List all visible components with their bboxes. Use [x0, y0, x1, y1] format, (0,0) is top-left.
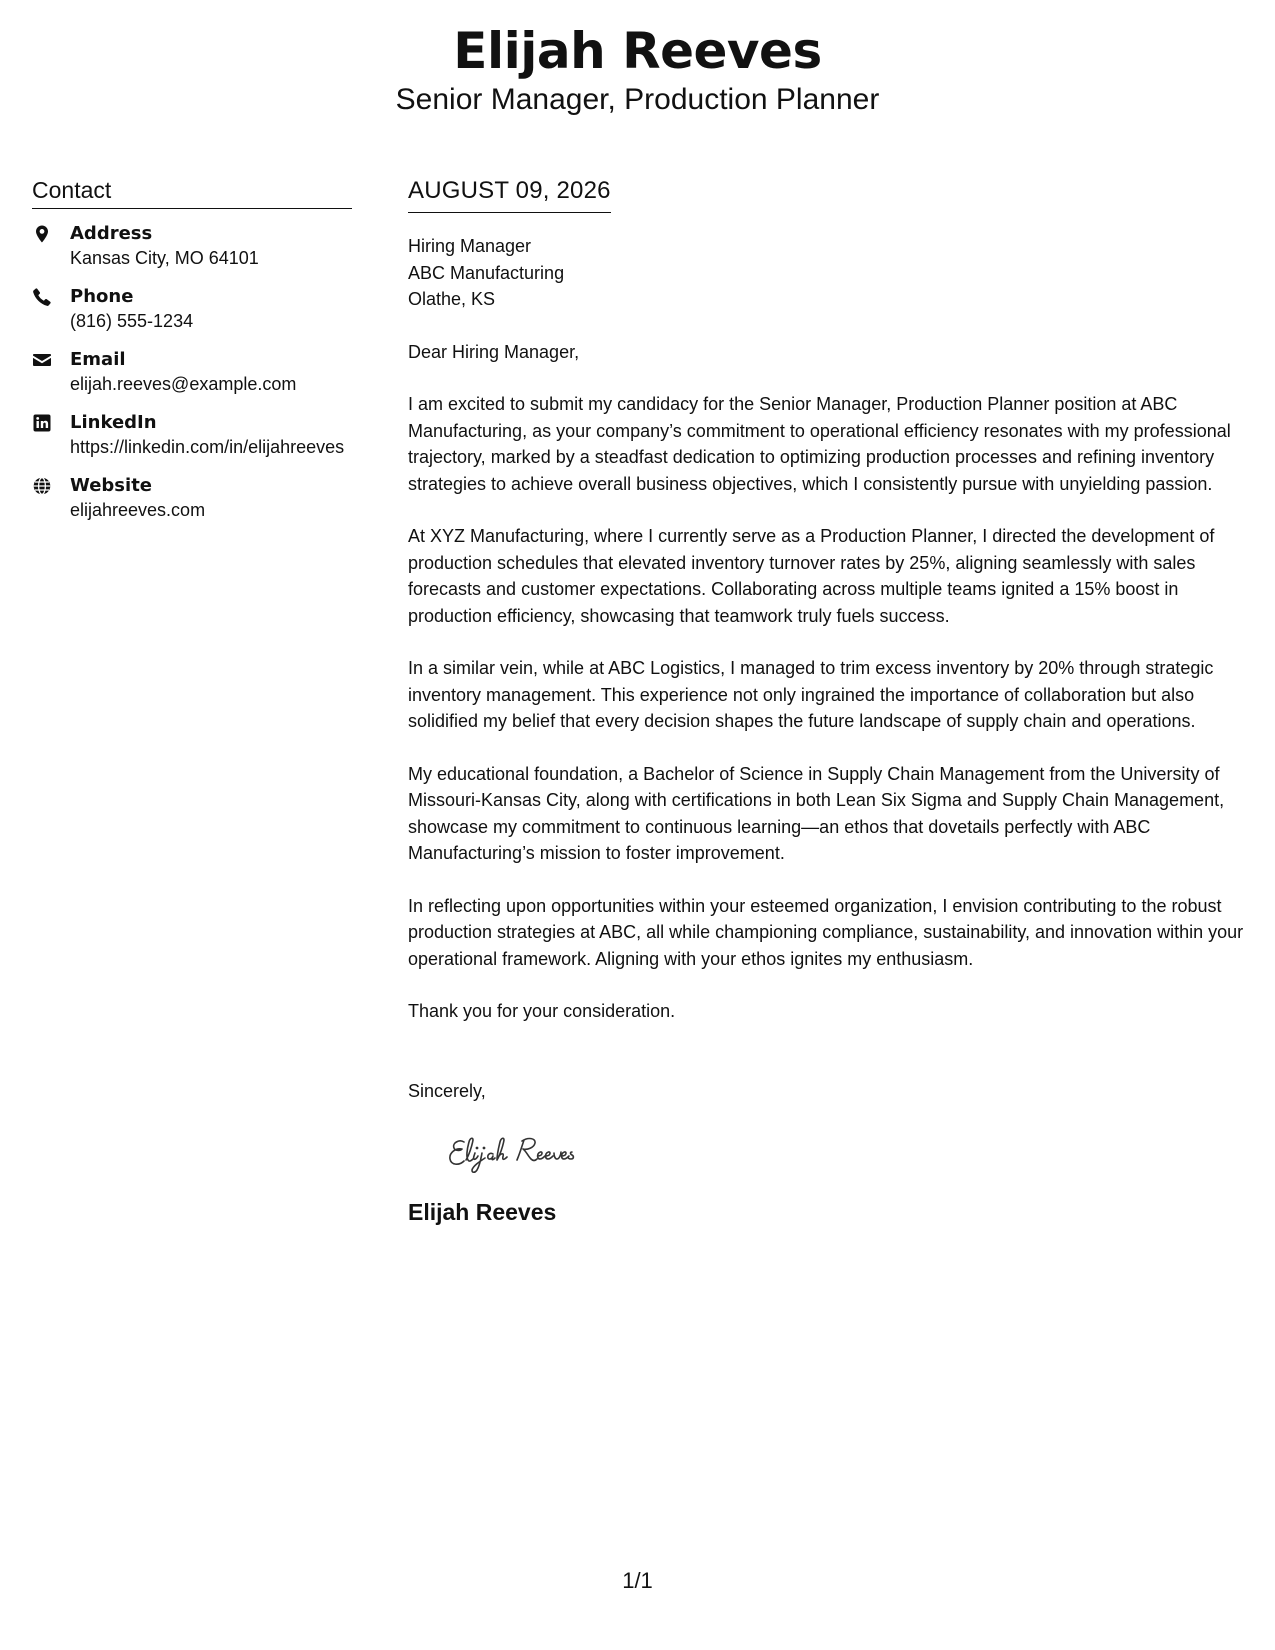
letter-date: AUGUST 09, 2026: [408, 176, 611, 213]
contact-label: Phone: [70, 286, 134, 307]
applicant-title: Senior Manager, Production Planner: [395, 83, 880, 116]
signoff: Sincerely,: [408, 1080, 486, 1101]
signature-image: [442, 1126, 642, 1178]
phone-icon: [32, 287, 52, 307]
signer-name: Elijah Reeves: [408, 1199, 557, 1225]
letter-body: [408, 176, 1253, 1226]
recipient-line: Olathe, KS: [408, 289, 496, 309]
map-pin-icon: [32, 224, 52, 244]
contact-item-linkedin: [32, 410, 352, 459]
body-paragraph: At XYZ Manufacturing, where I currently serve as a Production Planner, I directed the development of production schedules that elevated inventory turnover rates by 25%, aligning seamlessly with sales forecasts and customer expectations. Collaborating across multiple teams ignited a 15% boost in production efficiency, showcasing that teamwork truly fuels success.: [408, 526, 1215, 626]
contact-label: Website: [70, 475, 153, 496]
salutation: Dear Hiring Manager,: [408, 341, 580, 362]
linkedin-value[interactable]: https://linkedin.com/in/elijahreeves: [70, 437, 345, 457]
contact-item-phone: [32, 284, 352, 333]
handwritten-signature: [442, 1126, 642, 1178]
contact-label: LinkedIn: [70, 412, 157, 433]
body-paragraph: In a similar vein, while at ABC Logistics, I managed to trim excess inventory by 20% through strategic inventory management. This experience not only ingrained the importance of collaboration but also solidified my belief that every decision shapes the future landscape of supply chain and operations.: [408, 658, 1214, 731]
closing-thanks: Thank you for your consideration.: [408, 1001, 676, 1021]
contact-label: Email: [70, 349, 126, 370]
globe-icon: [32, 476, 52, 496]
linkedin-icon: [32, 413, 52, 433]
contact-item-address: [32, 221, 352, 270]
contact-item-website: [32, 473, 352, 522]
contact-heading: Contact: [32, 176, 352, 209]
body-paragraph: I am excited to submit my candidacy for the Senior Manager, Production Planner position at ABC Manufacturing, as your company’s commitment to operational efficiency resonates with my professional trajectory, marked by a steadfast dedication to optimizing production processes and refining inventory strategies to achieve overall business objectives, which I consistently pursue with unyielding passion.: [408, 394, 1231, 494]
body-paragraph: In reflecting upon opportunities within your esteemed organization, I envision contributing to the robust production strategies at ABC, all while championing compliance, sustainability, and innovation within your operational framework. Aligning with your ethos ignites my enthusiasm.: [408, 895, 1244, 969]
recipient-block: [408, 233, 1253, 313]
contact-item-email: [32, 347, 352, 396]
recipient-line: ABC Manufacturing: [408, 262, 565, 283]
recipient-line: Hiring Manager: [408, 236, 532, 256]
contact-sidebar: [32, 176, 352, 536]
phone-value: (816) 555-1234: [70, 311, 194, 331]
resume-header: [0, 20, 1275, 118]
address-value: Kansas City, MO 64101: [70, 248, 259, 268]
email-value[interactable]: elijah.reeves@example.com: [70, 374, 297, 394]
website-value[interactable]: elijahreeves.com: [70, 500, 206, 520]
page-number: 1/1: [622, 1568, 653, 1593]
applicant-name: Elijah Reeves: [453, 22, 822, 80]
envelope-icon: [32, 350, 52, 370]
contact-label: Address: [70, 223, 153, 244]
body-paragraph: My educational foundation, a Bachelor of Science in Supply Chain Management from the University of Missouri-Kansas City, along with certifications in both Lean Six Sigma and Supply Chain Management, showcase my commitment to continuous learning—an ethos that dovetails perfectly with ABC Manufacturing’s mission to foster improvement.: [408, 763, 1225, 863]
